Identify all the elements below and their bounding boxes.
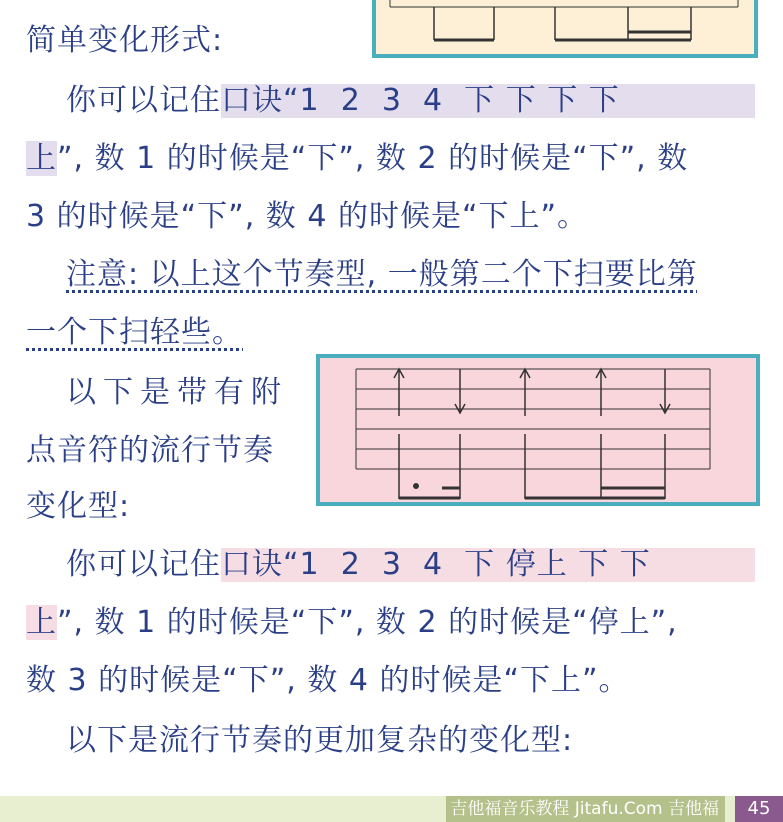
para1-line2: 上”, 数 1 的时候是“下”, 数 2 的时候是“下”, 数 (26, 141, 689, 176)
page-number: 45 (735, 796, 783, 822)
mnemonic-highlight: 口诀“1 2 3 4 下 下 下 下 (221, 84, 755, 118)
rhythm-notation-2 (320, 358, 756, 502)
para1-line1: 你可以记住口诀“1 2 3 4 下 下 下 下 (66, 84, 755, 118)
page-footer (0, 796, 783, 822)
note-line1: 注意: 以上这个节奏型, 一般第二个下扫要比第 (66, 257, 698, 292)
rhythm-figure-2 (316, 354, 760, 506)
dot-note (413, 483, 419, 489)
para2-line1: 你可以记住口诀“1 2 3 4 下 停上 下 下 (66, 548, 755, 582)
last-line: 以下是流行节奏的更加复杂的变化型: (66, 723, 574, 758)
dotted-intro-line2: 点音符的流行节奏 (26, 433, 274, 468)
para2-line3: 数 3 的时候是“下”, 数 4 的时候是“下上”。 (26, 663, 630, 698)
note-stems (399, 434, 665, 499)
mnemonic-highlight: 口诀“1 2 3 4 下 停上 下 下 (221, 548, 755, 582)
note-line2: 一个下扫轻些。 (26, 315, 243, 350)
rhythm-figure-1 (372, 0, 758, 58)
para2-line2: 上”, 数 1 的时候是“下”, 数 2 的时候是“停上”, (26, 605, 678, 640)
rhythm-notation-1 (376, 0, 754, 54)
dotted-intro-line3: 变化型: (26, 489, 131, 524)
staff (356, 369, 710, 469)
para1-line3: 3 的时候是“下”, 数 4 的时候是“下上”。 (26, 199, 589, 234)
footer-text: 吉他福音乐教程 Jitafu.Com 吉他福 (446, 796, 725, 822)
top-line: 简单变化形式: (26, 23, 224, 58)
dotted-intro-line1: 以下是带有附 (66, 375, 288, 410)
